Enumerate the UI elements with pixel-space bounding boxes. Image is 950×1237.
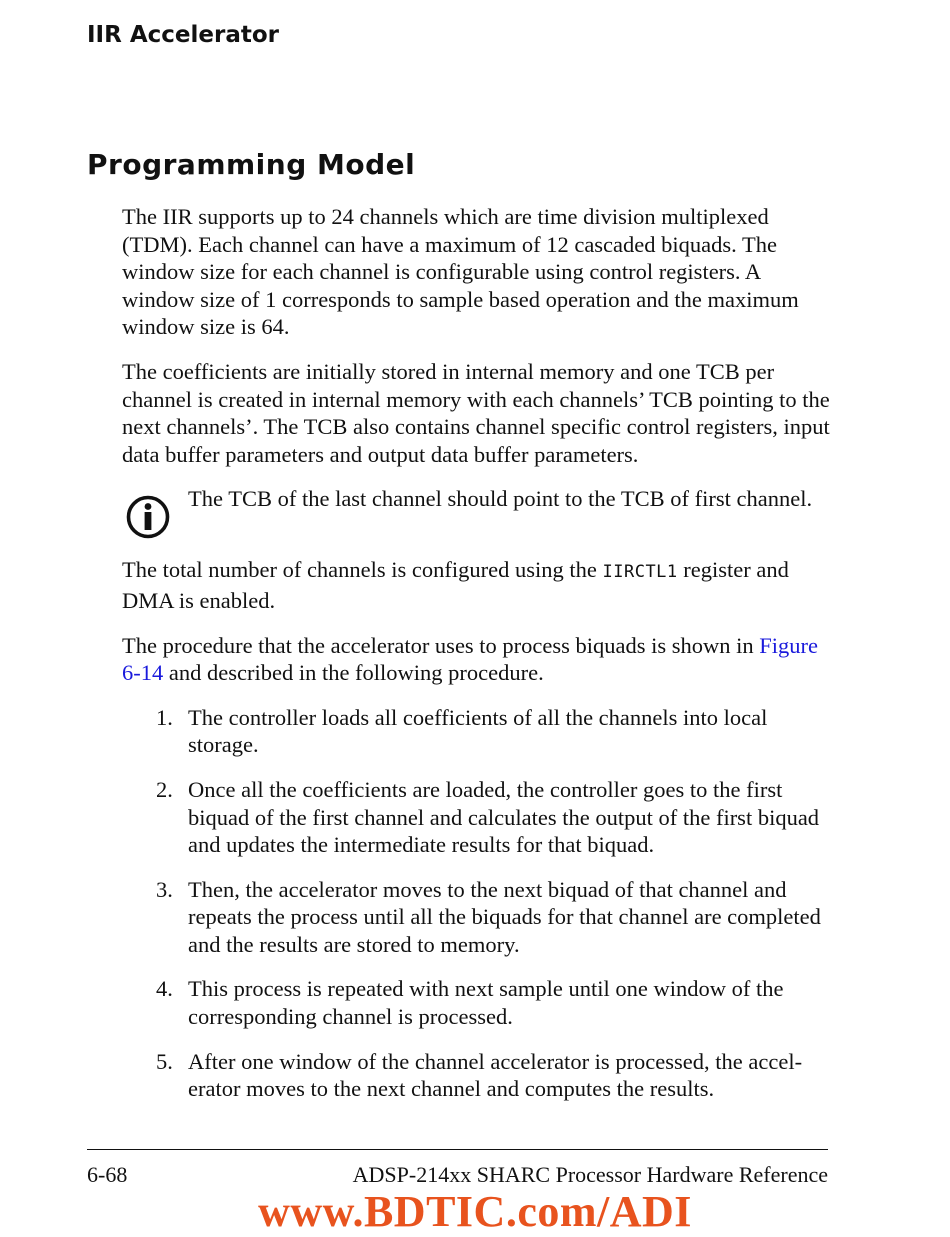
list-item [122, 704, 834, 759]
list-item-text: This process is repeated with next sample until one window of the corresponding channel is processed. [188, 976, 784, 1030]
note-block [122, 485, 834, 539]
paragraph-3 [122, 556, 834, 614]
list-item-text: Then, the accelerator moves to the next biquad of that channel and repeats the process until all the biquads for that channel are completed and the results are stored to memory. [188, 876, 821, 957]
list-item-text: The controller loads all coefficients of all the channels into local storage. [188, 704, 768, 758]
running-header: IIR Accelerator [87, 22, 279, 48]
list-item [122, 876, 834, 959]
list-number: 4. [156, 976, 173, 1002]
paragraph-4 [122, 632, 834, 687]
page-number: 6-68 [87, 1162, 128, 1187]
paragraph-1: The IIR supports up to 24 channels which are time division multiplexed (TDM). Each channel can have a maximum of 12 cascaded biquads. The window size for each channel is configurable using control registers. A window size of 1 corresponds to sample based operation and the maximum window size is 64. [122, 204, 799, 340]
note-text: The TCB of the last channel should point to the TCB of first channel. [188, 486, 813, 512]
list-number: 3. [156, 876, 173, 902]
watermark: www.BDTIC.com/ADI [258, 1187, 692, 1236]
paragraph-4-text-b: and described in the following procedure. [163, 660, 544, 686]
list-item [122, 776, 834, 859]
list-number: 2. [156, 776, 173, 802]
procedure-list [122, 704, 834, 1103]
list-number: 1. [156, 704, 173, 730]
list-item-text: Once all the coefficients are loaded, the controller goes to the first biquad of the first channel and calculates the output of the first biquad and updates the intermediate results for that biquad. [188, 776, 820, 858]
paragraph-2: The coefficients are initially stored in internal memory and one TCB per channel is created in internal memory with each channels’ TCB pointing to the next channels’. The TCB also contains channel specific control registers, input data buffer parameters and output data buffer parameters. [122, 358, 830, 467]
list-item-text: After one window of the channel accelerator is processed, the accelerator moves to the next channel and computes the results. [188, 1048, 803, 1102]
body-text [122, 203, 834, 1120]
paragraph-3-text-b: register and DMA is enabled. [122, 557, 789, 613]
list-number: 5. [156, 1048, 173, 1074]
register-name: IIRCTL1 [602, 562, 678, 583]
paragraph-4-text-a: The procedure that the accelerator uses to process biquads is shown in [122, 632, 760, 658]
footer-divider [87, 1149, 828, 1150]
list-item [122, 1048, 834, 1103]
figure-link[interactable]: Figure 6-14 [122, 632, 819, 686]
book-title: ADSP-214xx SHARC Processor Hardware Reference [352, 1162, 828, 1187]
section-title: Programming Model [87, 148, 416, 181]
list-item [122, 975, 834, 1030]
paragraph-3-text-a: The total number of channels is configured using the [122, 557, 603, 583]
info-icon [126, 495, 170, 539]
